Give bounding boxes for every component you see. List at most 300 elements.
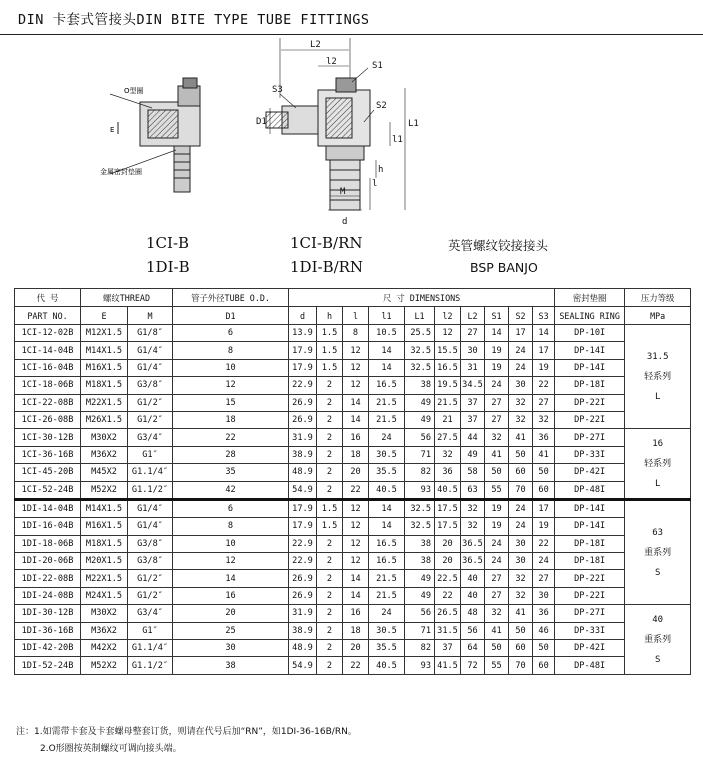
table-cell: 31: [461, 359, 485, 376]
table-cell: 35.5: [369, 464, 405, 481]
table-row: [15, 394, 691, 411]
table-cell: 41: [509, 605, 533, 622]
table-cell: 27: [533, 570, 555, 587]
header-col-2: M: [128, 307, 173, 325]
table-cell: 32: [485, 605, 509, 622]
table-cell: 38: [405, 535, 435, 552]
table-cell: 58: [461, 464, 485, 481]
header-row-1: [15, 289, 691, 307]
table-cell: 1CI-45-20B: [15, 464, 81, 481]
table-cell: 41: [485, 446, 509, 463]
table-cell: 30: [533, 587, 555, 604]
table-cell: 22: [533, 535, 555, 552]
table-cell: 40.5: [369, 481, 405, 499]
table-cell: 14: [369, 518, 405, 535]
table-cell: M14X1.5: [81, 499, 128, 517]
table-cell: M18X1.5: [81, 535, 128, 552]
table-cell: 50: [509, 446, 533, 463]
header-col-6: l: [343, 307, 369, 325]
table-cell: 6: [173, 499, 289, 517]
table-cell: 20: [435, 535, 461, 552]
h-label: h: [378, 165, 384, 175]
table-cell: 30: [509, 377, 533, 394]
table-cell: 38: [405, 377, 435, 394]
table-cell: 2: [317, 553, 343, 570]
table-cell: M30X2: [81, 605, 128, 622]
table-cell: 55: [485, 657, 509, 674]
caption-bsp-banjo: BSP BANJO: [470, 260, 538, 275]
table-cell: 32: [509, 411, 533, 428]
table-cell: 1CI-16-04B: [15, 359, 81, 376]
table-row: [15, 535, 691, 552]
table-cell: 50: [533, 640, 555, 657]
table-cell: 30: [461, 342, 485, 359]
table-cell: 72: [461, 657, 485, 674]
table-cell: 34.5: [461, 377, 485, 394]
table-cell: DP-22I: [555, 394, 625, 411]
table-cell: 26.9: [289, 570, 317, 587]
table-row: [15, 446, 691, 463]
table-cell: 40.5: [369, 657, 405, 674]
table-cell: 1.5: [317, 359, 343, 376]
table-cell: 24: [509, 359, 533, 376]
table-cell: M14X1.5: [81, 342, 128, 359]
table-cell: 14: [343, 570, 369, 587]
table-cell: 24: [509, 518, 533, 535]
table-cell: M22X1.5: [81, 570, 128, 587]
table-cell: 24: [533, 553, 555, 570]
table-cell: 16: [173, 587, 289, 604]
table-cell: 14: [369, 499, 405, 517]
l-label: l: [372, 179, 378, 189]
table-cell: 18: [343, 446, 369, 463]
table-cell: 20: [435, 553, 461, 570]
table-cell: 22.5: [435, 570, 461, 587]
table-cell: 32: [461, 518, 485, 535]
header-seal: 密封垫圈: [555, 289, 625, 307]
table-cell: 30.5: [369, 446, 405, 463]
header-code: 代 号: [15, 289, 81, 307]
pressure-group-3: [625, 605, 691, 675]
table-cell: 15.5: [435, 342, 461, 359]
table-cell: 12: [435, 325, 461, 342]
table-cell: 36: [533, 429, 555, 446]
table-cell: DP-14I: [555, 499, 625, 517]
table-cell: 32: [509, 394, 533, 411]
d-label: d: [342, 217, 348, 227]
table-cell: 19: [533, 518, 555, 535]
table-cell: 41: [485, 622, 509, 639]
table-cell: DP-14I: [555, 342, 625, 359]
table-cell: 19: [485, 499, 509, 517]
table-cell: 14: [343, 394, 369, 411]
pressure-value: 16: [652, 438, 664, 449]
table-cell: 12: [343, 359, 369, 376]
table-cell: 50: [485, 640, 509, 657]
table-cell: 14: [369, 359, 405, 376]
table-cell: 1DI-14-04B: [15, 499, 81, 517]
table-cell: 24: [369, 429, 405, 446]
header-col-15: MPa: [625, 307, 691, 325]
table-cell: M16X1.5: [81, 518, 128, 535]
table-cell: 32: [509, 587, 533, 604]
table-cell: 32: [461, 499, 485, 517]
table-cell: 31.9: [289, 605, 317, 622]
table-cell: 55: [485, 481, 509, 499]
table-cell: 54.9: [289, 657, 317, 674]
table-cell: 32: [509, 570, 533, 587]
table-cell: 38.9: [289, 622, 317, 639]
table-cell: 71: [405, 622, 435, 639]
note-2: 2.O形圈按英制螺纹可调向接头端。: [40, 744, 182, 754]
pressure-series: 轻系列: [644, 371, 672, 382]
table-cell: 32: [533, 411, 555, 428]
table-cell: 24: [485, 553, 509, 570]
table-cell: 32.5: [405, 518, 435, 535]
table-cell: 48.9: [289, 640, 317, 657]
table-cell: 82: [405, 464, 435, 481]
table-cell: 37: [461, 394, 485, 411]
table-cell: 56: [405, 429, 435, 446]
table-cell: 17: [533, 499, 555, 517]
header-pressure: 压力等级: [625, 289, 691, 307]
table-cell: M30X2: [81, 429, 128, 446]
table-cell: 27: [461, 325, 485, 342]
table-cell: 1DI-52-24B: [15, 657, 81, 674]
table-cell: 28: [173, 446, 289, 463]
table-cell: 2: [317, 605, 343, 622]
table-cell: 37: [461, 411, 485, 428]
table-cell: 27: [533, 394, 555, 411]
table-cell: 17: [533, 342, 555, 359]
table-cell: 1CI-18-06B: [15, 377, 81, 394]
title-divider: [0, 34, 703, 35]
caption-1ci-b-rn: 1CI-B/RN: [290, 234, 363, 252]
table-cell: 21.5: [369, 570, 405, 587]
table-cell: 19.5: [435, 377, 461, 394]
table-row: [15, 570, 691, 587]
table-cell: 44: [461, 429, 485, 446]
table-cell: 40: [461, 587, 485, 604]
table-cell: 22: [435, 587, 461, 604]
table-cell: 1DI-36-16B: [15, 622, 81, 639]
table-row: [15, 499, 691, 517]
table-cell: 70: [509, 481, 533, 499]
table-cell: 1CI-12-02B: [15, 325, 81, 342]
table-cell: G3/8″: [128, 553, 173, 570]
table-cell: 8: [173, 342, 289, 359]
table-cell: 31.9: [289, 429, 317, 446]
table-cell: 14: [343, 411, 369, 428]
table-cell: G3/4″: [128, 429, 173, 446]
table-cell: G1/8″: [128, 325, 173, 342]
table-cell: 93: [405, 481, 435, 499]
table-cell: DP-48I: [555, 481, 625, 499]
table-cell: 2: [317, 481, 343, 499]
note-1: 注：1.如需带卡套及卡套螺母整套订货，则请在代号后加“RN”，如1DI-36-16B/RN。: [16, 727, 357, 737]
table-row: [15, 518, 691, 535]
table-cell: 31.5: [435, 622, 461, 639]
e-label: E: [110, 126, 115, 134]
table-cell: 49: [405, 570, 435, 587]
table-cell: 19: [485, 518, 509, 535]
table-row: [15, 481, 691, 499]
table-row: [15, 359, 691, 376]
table-cell: 27: [485, 394, 509, 411]
table-cell: 12: [343, 499, 369, 517]
table-cell: 17: [509, 325, 533, 342]
table-cell: 20: [343, 464, 369, 481]
table-cell: 38: [173, 657, 289, 674]
table-cell: 16.5: [369, 535, 405, 552]
table-cell: G1.1/4″: [128, 640, 173, 657]
table-cell: 32.5: [405, 359, 435, 376]
table-cell: 56: [405, 605, 435, 622]
table-cell: M36X2: [81, 622, 128, 639]
table-row: [15, 342, 691, 359]
header-col-3: D1: [173, 307, 289, 325]
table-cell: DP-22I: [555, 587, 625, 604]
table-cell: M45X2: [81, 464, 128, 481]
table-cell: 1.5: [317, 342, 343, 359]
table-cell: 8: [343, 325, 369, 342]
header-col-9: l2: [435, 307, 461, 325]
table-cell: 36.5: [461, 535, 485, 552]
table-cell: 12: [343, 342, 369, 359]
table-cell: 22: [343, 481, 369, 499]
table-cell: G1/4″: [128, 359, 173, 376]
table-cell: 2: [317, 535, 343, 552]
table-cell: 50: [533, 464, 555, 481]
table-cell: G1.1/2″: [128, 657, 173, 674]
table-cell: 19: [485, 359, 509, 376]
table-cell: 1DI-42-20B: [15, 640, 81, 657]
table-cell: 70: [509, 657, 533, 674]
l2-label: L2: [310, 40, 321, 50]
table-cell: DP-22I: [555, 570, 625, 587]
table-cell: G1/2″: [128, 587, 173, 604]
table-cell: 27: [485, 587, 509, 604]
table-cell: 1CI-22-08B: [15, 394, 81, 411]
fitting-drawings: [0, 38, 703, 228]
table-cell: 18: [343, 622, 369, 639]
table-cell: DP-18I: [555, 535, 625, 552]
table-cell: 2: [317, 464, 343, 481]
table-cell: G1″: [128, 622, 173, 639]
table-cell: 24: [509, 499, 533, 517]
table-cell: 82: [405, 640, 435, 657]
table-cell: 30: [509, 553, 533, 570]
header-col-1: E: [81, 307, 128, 325]
table-cell: G1/4″: [128, 342, 173, 359]
table-cell: 22: [533, 377, 555, 394]
table-cell: 49: [405, 394, 435, 411]
table-cell: 1DI-30-12B: [15, 605, 81, 622]
caption-1ci-b: 1CI-B: [146, 234, 190, 252]
table-cell: 26.9: [289, 587, 317, 604]
table-cell: 40.5: [435, 481, 461, 499]
table-cell: 41: [509, 429, 533, 446]
table-cell: 16.5: [369, 377, 405, 394]
table-cell: M24X1.5: [81, 587, 128, 604]
header-col-5: h: [317, 307, 343, 325]
table-cell: 25: [173, 622, 289, 639]
table-cell: 26.9: [289, 394, 317, 411]
caption-1di-b-rn: 1DI-B/RN: [290, 258, 364, 276]
table-cell: 37: [435, 640, 461, 657]
table-cell: 93: [405, 657, 435, 674]
page-title: DIN 卡套式管接头DIN BITE TYPE TUBE FITTINGS: [18, 12, 370, 28]
table-cell: 16.5: [369, 553, 405, 570]
table-cell: 19: [485, 342, 509, 359]
table-cell: 22.9: [289, 535, 317, 552]
table-cell: 27.5: [435, 429, 461, 446]
header-col-12: S2: [509, 307, 533, 325]
table-cell: 12: [173, 553, 289, 570]
header-dimensions: 尺 寸 DIMENSIONS: [289, 289, 555, 307]
table-cell: 50: [509, 622, 533, 639]
table-row: [15, 325, 691, 342]
table-cell: 17.9: [289, 359, 317, 376]
table-cell: 2: [317, 411, 343, 428]
table-cell: 13.9: [289, 325, 317, 342]
pressure-group-0: [625, 325, 691, 429]
table-cell: 24: [485, 535, 509, 552]
table-cell: 1DI-18-06B: [15, 535, 81, 552]
s3-label: S3: [272, 85, 283, 95]
table-cell: DP-33I: [555, 446, 625, 463]
pressure-value: 31.5: [646, 351, 669, 362]
header-col-14: SEALING RING: [555, 307, 625, 325]
table-cell: 22: [343, 657, 369, 674]
table-cell: 46: [533, 622, 555, 639]
table-cell: 15: [173, 394, 289, 411]
table-cell: 54.9: [289, 481, 317, 499]
header-col-11: S1: [485, 307, 509, 325]
table-cell: DP-42I: [555, 640, 625, 657]
table-cell: 19: [533, 359, 555, 376]
table-cell: M42X2: [81, 640, 128, 657]
header-col-8: L1: [405, 307, 435, 325]
table-cell: 21.5: [369, 394, 405, 411]
table-row: [15, 429, 691, 446]
table-cell: 26.9: [289, 411, 317, 428]
table-cell: 1DI-20-06B: [15, 553, 81, 570]
l1-small-label: l1: [392, 135, 403, 145]
table-cell: 1CI-14-04B: [15, 342, 81, 359]
pressure-series: 重系列: [644, 547, 672, 558]
table-cell: 22: [173, 429, 289, 446]
table-cell: 10: [173, 359, 289, 376]
table-row: [15, 657, 691, 674]
table-cell: 30: [509, 535, 533, 552]
pressure-code: L: [654, 478, 661, 489]
pressure-group-2: [625, 499, 691, 604]
table-cell: DP-18I: [555, 553, 625, 570]
pressure-group-1: [625, 429, 691, 500]
header-tube-od: 管子外径TUBE O.D.: [173, 289, 289, 307]
table-cell: M18X1.5: [81, 377, 128, 394]
table-cell: 12: [343, 553, 369, 570]
table-cell: DP-27I: [555, 605, 625, 622]
table-cell: G1/2″: [128, 570, 173, 587]
table-row: [15, 587, 691, 604]
table-cell: 1CI-36-16B: [15, 446, 81, 463]
header-thread: 螺纹THREAD: [81, 289, 173, 307]
o-ring-label: O型圈: [124, 87, 144, 95]
header-row-2: [15, 307, 691, 325]
table-cell: M20X1.5: [81, 553, 128, 570]
table-cell: 32: [435, 446, 461, 463]
table-cell: 41: [533, 446, 555, 463]
header-col-10: L2: [461, 307, 485, 325]
table-cell: 1CI-26-08B: [15, 411, 81, 428]
table-cell: 71: [405, 446, 435, 463]
d1-label: D1: [256, 117, 267, 127]
table-cell: 30.5: [369, 622, 405, 639]
table-cell: G3/8″: [128, 535, 173, 552]
table-cell: 26.5: [435, 605, 461, 622]
table-cell: DP-48I: [555, 657, 625, 674]
table-cell: G1/2″: [128, 394, 173, 411]
table-cell: 35.5: [369, 640, 405, 657]
table-cell: 2: [317, 622, 343, 639]
table-cell: 49: [405, 411, 435, 428]
table-cell: 12: [173, 377, 289, 394]
pressure-code: L: [654, 391, 661, 402]
table-cell: 10.5: [369, 325, 405, 342]
table-cell: 32: [485, 429, 509, 446]
table-cell: 21.5: [369, 411, 405, 428]
table-row: [15, 377, 691, 394]
s1-label: S1: [372, 61, 383, 71]
table-cell: 32.5: [405, 499, 435, 517]
table-cell: 48.9: [289, 464, 317, 481]
table-cell: M22X1.5: [81, 394, 128, 411]
table-cell: 38.9: [289, 446, 317, 463]
table-cell: 14: [369, 342, 405, 359]
caption-bsp-cn: 英管螺纹铰接接头: [448, 238, 549, 253]
table-cell: 1DI-22-08B: [15, 570, 81, 587]
table-cell: DP-14I: [555, 359, 625, 376]
table-cell: 27: [485, 570, 509, 587]
table-cell: 2: [317, 377, 343, 394]
table-cell: 49: [405, 587, 435, 604]
table-cell: G1.1/2″: [128, 481, 173, 499]
table-cell: 17.9: [289, 499, 317, 517]
pressure-series: 轻系列: [644, 458, 672, 469]
table-cell: DP-22I: [555, 411, 625, 428]
table-cell: 2: [317, 446, 343, 463]
table-cell: DP-10I: [555, 325, 625, 342]
notes: [16, 724, 357, 758]
table-cell: 40: [461, 570, 485, 587]
table-row: [15, 622, 691, 639]
table-cell: 8: [173, 518, 289, 535]
table-cell: 17.5: [435, 499, 461, 517]
table-row: [15, 553, 691, 570]
table-cell: M52X2: [81, 657, 128, 674]
table-cell: 12: [343, 377, 369, 394]
l1-label: L1: [408, 119, 419, 129]
table-cell: 1.5: [317, 499, 343, 517]
table-cell: 1.5: [317, 518, 343, 535]
table-cell: 24: [509, 342, 533, 359]
metal-seal-label: 金属密封垫圈: [100, 168, 142, 176]
table-row: [15, 464, 691, 481]
table-cell: G1/2″: [128, 411, 173, 428]
m-label: M: [340, 187, 346, 197]
